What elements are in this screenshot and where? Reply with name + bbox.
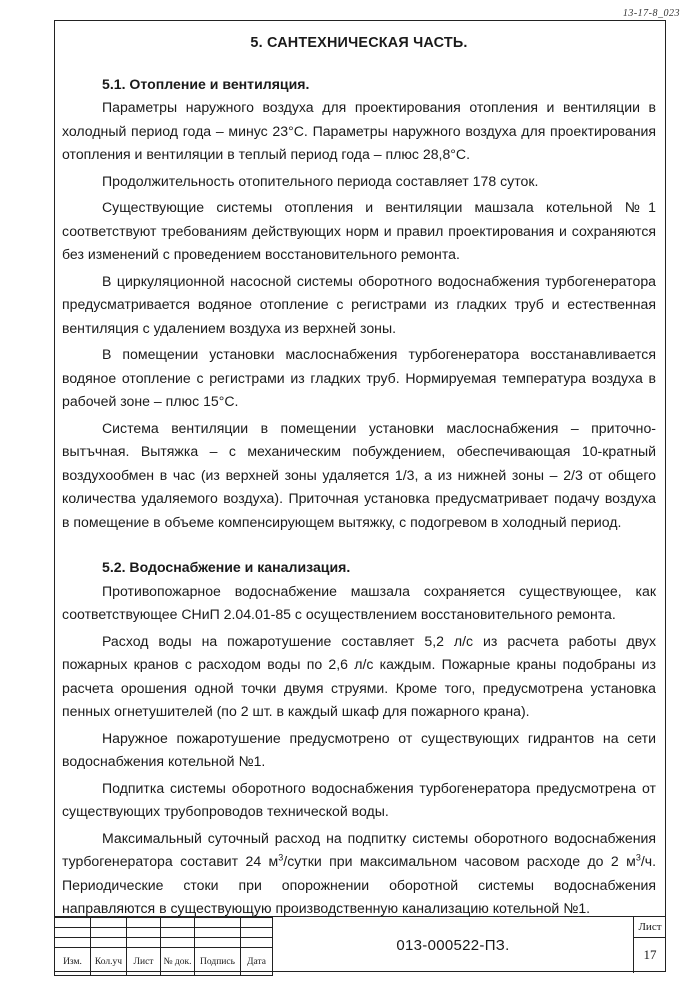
stamp-header-doc-number: № док. <box>161 948 195 976</box>
section-heading-water: 5.2. Водоснабжение и канализация. <box>102 559 351 575</box>
paragraph: В циркуляционной насосной системы оборотного водоснабжения турбогенератора предусматривается водяное отопление с регистрами из гладких труб и естественная вентиляция с удалением воздуха из верхней зоны. <box>62 272 656 336</box>
superscript: 3 <box>278 852 284 863</box>
paragraph <box>62 827 656 921</box>
stamp-header-sheet: Лист <box>127 948 161 976</box>
superscript: 3 <box>635 852 641 863</box>
paragraph-text: /ч. Периодические стоки при опорожнении оборотной системы водоснабжения направляются в существующую производственную канализацию котельной №1. <box>62 853 657 916</box>
paragraph-text: /сутки при максимальном часовом расходе до 2 м <box>283 853 636 869</box>
paragraph: Расход воды на пожаротушение составляет 5,2 л/с из расчета работы двух пожарных кранов с расходом воды по 2,6 л/с каждым. Пожарные краны подобраны из расчета орошения одной точки двумя струями. Кроме того, предусмотрена установка пенных огнетушителей (по 2 шт. в каждый шкаф для пожарного крана). <box>62 632 656 719</box>
paragraph: Существующие системы отопления и вентиляции машзала котельной №1 соответствуют требованиям действующих норм и правил проектирования и сохраняются без изменений с проведением восстановительного ремонта. <box>62 199 656 262</box>
paragraph: В помещении установки маслоснабжения турбогенератора восстанавливается водяное отопление с регистрами из гладких труб. Нормируемая температура воздуха в рабочей зоне – плюс 15°С. <box>62 346 656 409</box>
document-number: 013-000522-ПЗ. <box>272 917 634 973</box>
stamp-header-date: Дата <box>241 948 273 976</box>
page-title: 5. САНТЕХНИЧЕСКАЯ ЧАСТЬ. <box>250 35 468 51</box>
paragraph: Противопожарное водоснабжение машзала сохраняется существующее, как соответствующее СНиП 2.04.01-85 с осуществлением восстановительного ремонта. <box>62 582 656 622</box>
document-code: 13-17-8_023 <box>622 8 680 19</box>
stamp-header-count: Кол.уч <box>91 948 127 976</box>
document-body <box>62 32 656 921</box>
stamp-header-signature: Подпись <box>195 948 241 976</box>
title-block <box>54 916 666 972</box>
paragraph: Подпитка системы оборотного водоснабжения турбогенератора предусмотрена от существующих трубопроводов технической воды. <box>62 779 656 819</box>
sheet-number: 17 <box>643 947 657 962</box>
paragraph: Система вентиляции в помещении установки маслоснабжения – приточно-вытъчная. Вытяжка – с механическим побуждением, обеспечивающая 10-кратный воздухообмен в час (из верхней зоны удаляется 1/3, а из нижней зоны – 2/3 от общего количества удаляемого воздуха). Приточная установка предусматривает подачу воздуха в помещение в объеме компенсирующем вытяжку, с подогревом в холодный период. <box>62 419 656 530</box>
stamp-header-change: Изм. <box>55 948 91 976</box>
paragraph: Наружное пожаротушение предусмотрено от существующих гидрантов на сети водоснабжения котельной №1. <box>62 729 656 769</box>
paragraph-text: Максимальный суточный расход на подпитку системы оборотного водоснабжения турбогенератора составит 24 м <box>62 829 656 869</box>
section-heading-heating: 5.1. Отопление и вентиляция. <box>102 75 310 92</box>
paragraph: Продолжительность отопительного периода составляет 178 суток. <box>102 172 539 189</box>
paragraph: Параметры наружного воздуха для проектирования отопления и вентиляции в холодный период года – минус 23°С. Параметры наружного воздуха для проектирования отопления и вентиляции в теплый период года – плюс 28,8°С. <box>62 99 656 162</box>
sheet-label: Лист <box>634 917 666 938</box>
revision-table <box>54 917 273 976</box>
